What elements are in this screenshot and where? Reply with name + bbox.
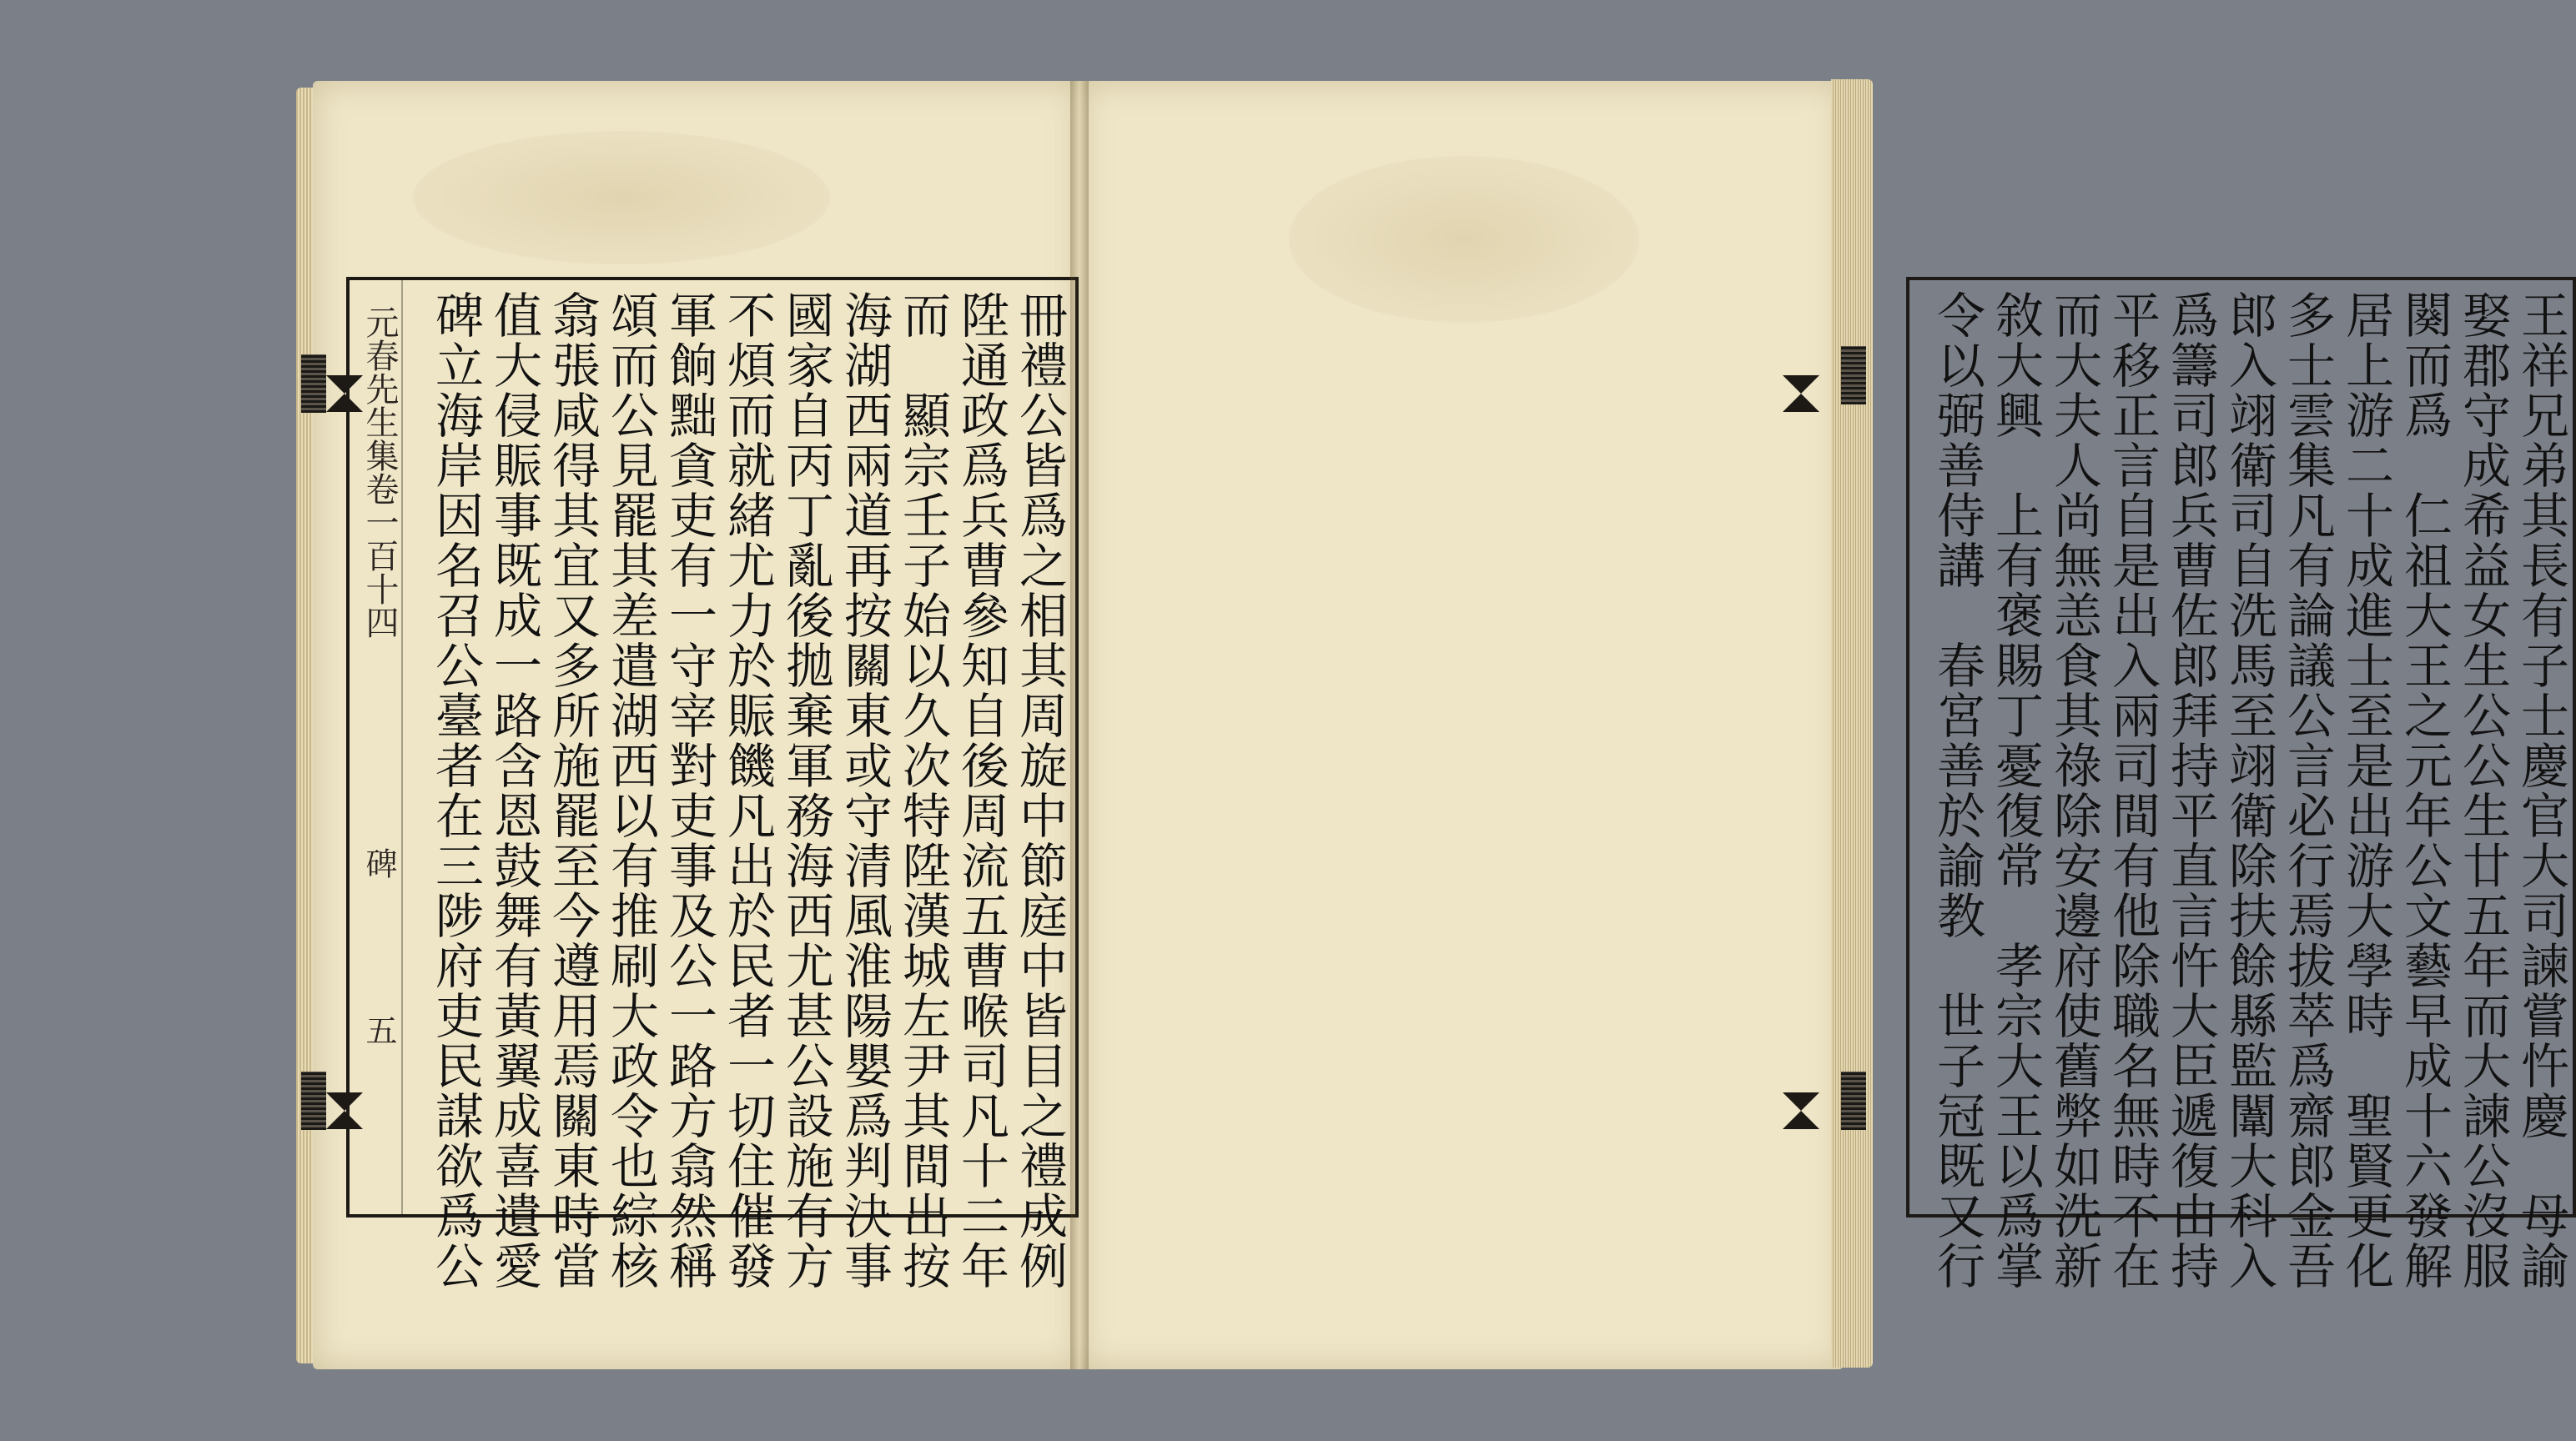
binding-thread	[1841, 346, 1866, 404]
fish-tail-mark-icon	[323, 369, 366, 419]
binding-thread	[301, 354, 326, 413]
right-page-edges	[1831, 79, 1873, 1368]
text-column: 而大夫人尚無恙食其祿除安邊府使舊弊如洗新	[2045, 290, 2102, 1291]
text-column: 軍餉黜貪吏有一守宰對吏事及公一路方翕然稱	[661, 290, 717, 1291]
text-column: 而 顯宗壬子始以久次特陞漢城左尹其間出按	[894, 290, 951, 1291]
fish-tail-mark-icon	[1779, 1086, 1823, 1136]
right-text-frame	[1906, 277, 2576, 1291]
text-column: 郎入翊衛司自洗馬至翊衛除扶餘縣監闈大科入	[2221, 290, 2277, 1291]
text-column: 海湖西兩道再按關東或守清風淮陽嬰爲判決事	[836, 290, 893, 1291]
book-gutter	[1070, 81, 1089, 1369]
text-column: 娶郡守成希益女生公公生廿五年而大諫公沒服	[2454, 290, 2511, 1291]
text-column: 不煩而就緒尤力於賑饑凡出於民者一切住催發	[719, 290, 776, 1291]
binding-thread	[1841, 1072, 1866, 1130]
text-column: 國家自丙丁亂後拋棄軍務海西尤甚公設施有方	[777, 290, 834, 1291]
text-column: 碑立海岸因名召公臺者在三陟府吏民謀欲爲公	[427, 290, 484, 1291]
text-column: 陞通政爲兵曹參知自後周流五曹喉司凡十二年	[953, 290, 1009, 1291]
fish-tail-mark-icon	[1779, 369, 1823, 419]
left-page	[313, 81, 1080, 1369]
text-column: 多士雲集凡有論議公言必行焉拔萃爲齋郎金吾	[2279, 290, 2336, 1291]
text-column: 敘大興 上有褒賜丁憂復常 孝宗大王以爲掌	[1987, 290, 2044, 1291]
text-column: 頌而公見罷其差遣湖西以有推刷大政令也綜核	[602, 290, 659, 1291]
binding-thread	[301, 1072, 326, 1130]
text-column: 令以弼善侍講 春宮善於諭教 世子冠既又行	[1929, 290, 1985, 1291]
text-column: 平移正言自是出入兩司間有他除職名無時不在	[2104, 290, 2161, 1291]
text-column: 翕張咸得其宜又多所施罷至今遵用焉關東時當	[544, 290, 601, 1291]
paper-stain	[1289, 156, 1639, 323]
margin-divider	[401, 280, 403, 1214]
text-column: 居上游二十成進士至是出游大學時 聖賢更化	[2337, 290, 2394, 1291]
paper-stain	[413, 131, 830, 264]
page-number: 五	[360, 1014, 397, 1046]
section-label: 碑	[360, 847, 397, 879]
book-title-margin: 元春先生集卷一百十四	[360, 305, 399, 639]
text-column: 爲籌司郎兵曹佐郎拜持平直言忤大臣遞復由持	[2162, 290, 2219, 1291]
fish-tail-mark-icon	[323, 1086, 366, 1136]
text-column: 值大侵賑事既成一路含恩鼓舞有黃翼成喜遺愛	[486, 290, 542, 1291]
text-column: 闋而爲 仁祖大王之元年公文藝早成十六發解	[2396, 290, 2453, 1291]
left-text-frame	[346, 277, 1079, 1291]
right-page	[1080, 81, 2569, 1369]
text-column: 冊禮公皆爲之相其周旋中節庭中皆目之禮成例	[1011, 290, 1068, 1291]
open-book	[296, 71, 2569, 1380]
text-column: 王祥兄弟其長有子士慶官大司諫嘗忤慶 母諭	[2513, 290, 2569, 1291]
